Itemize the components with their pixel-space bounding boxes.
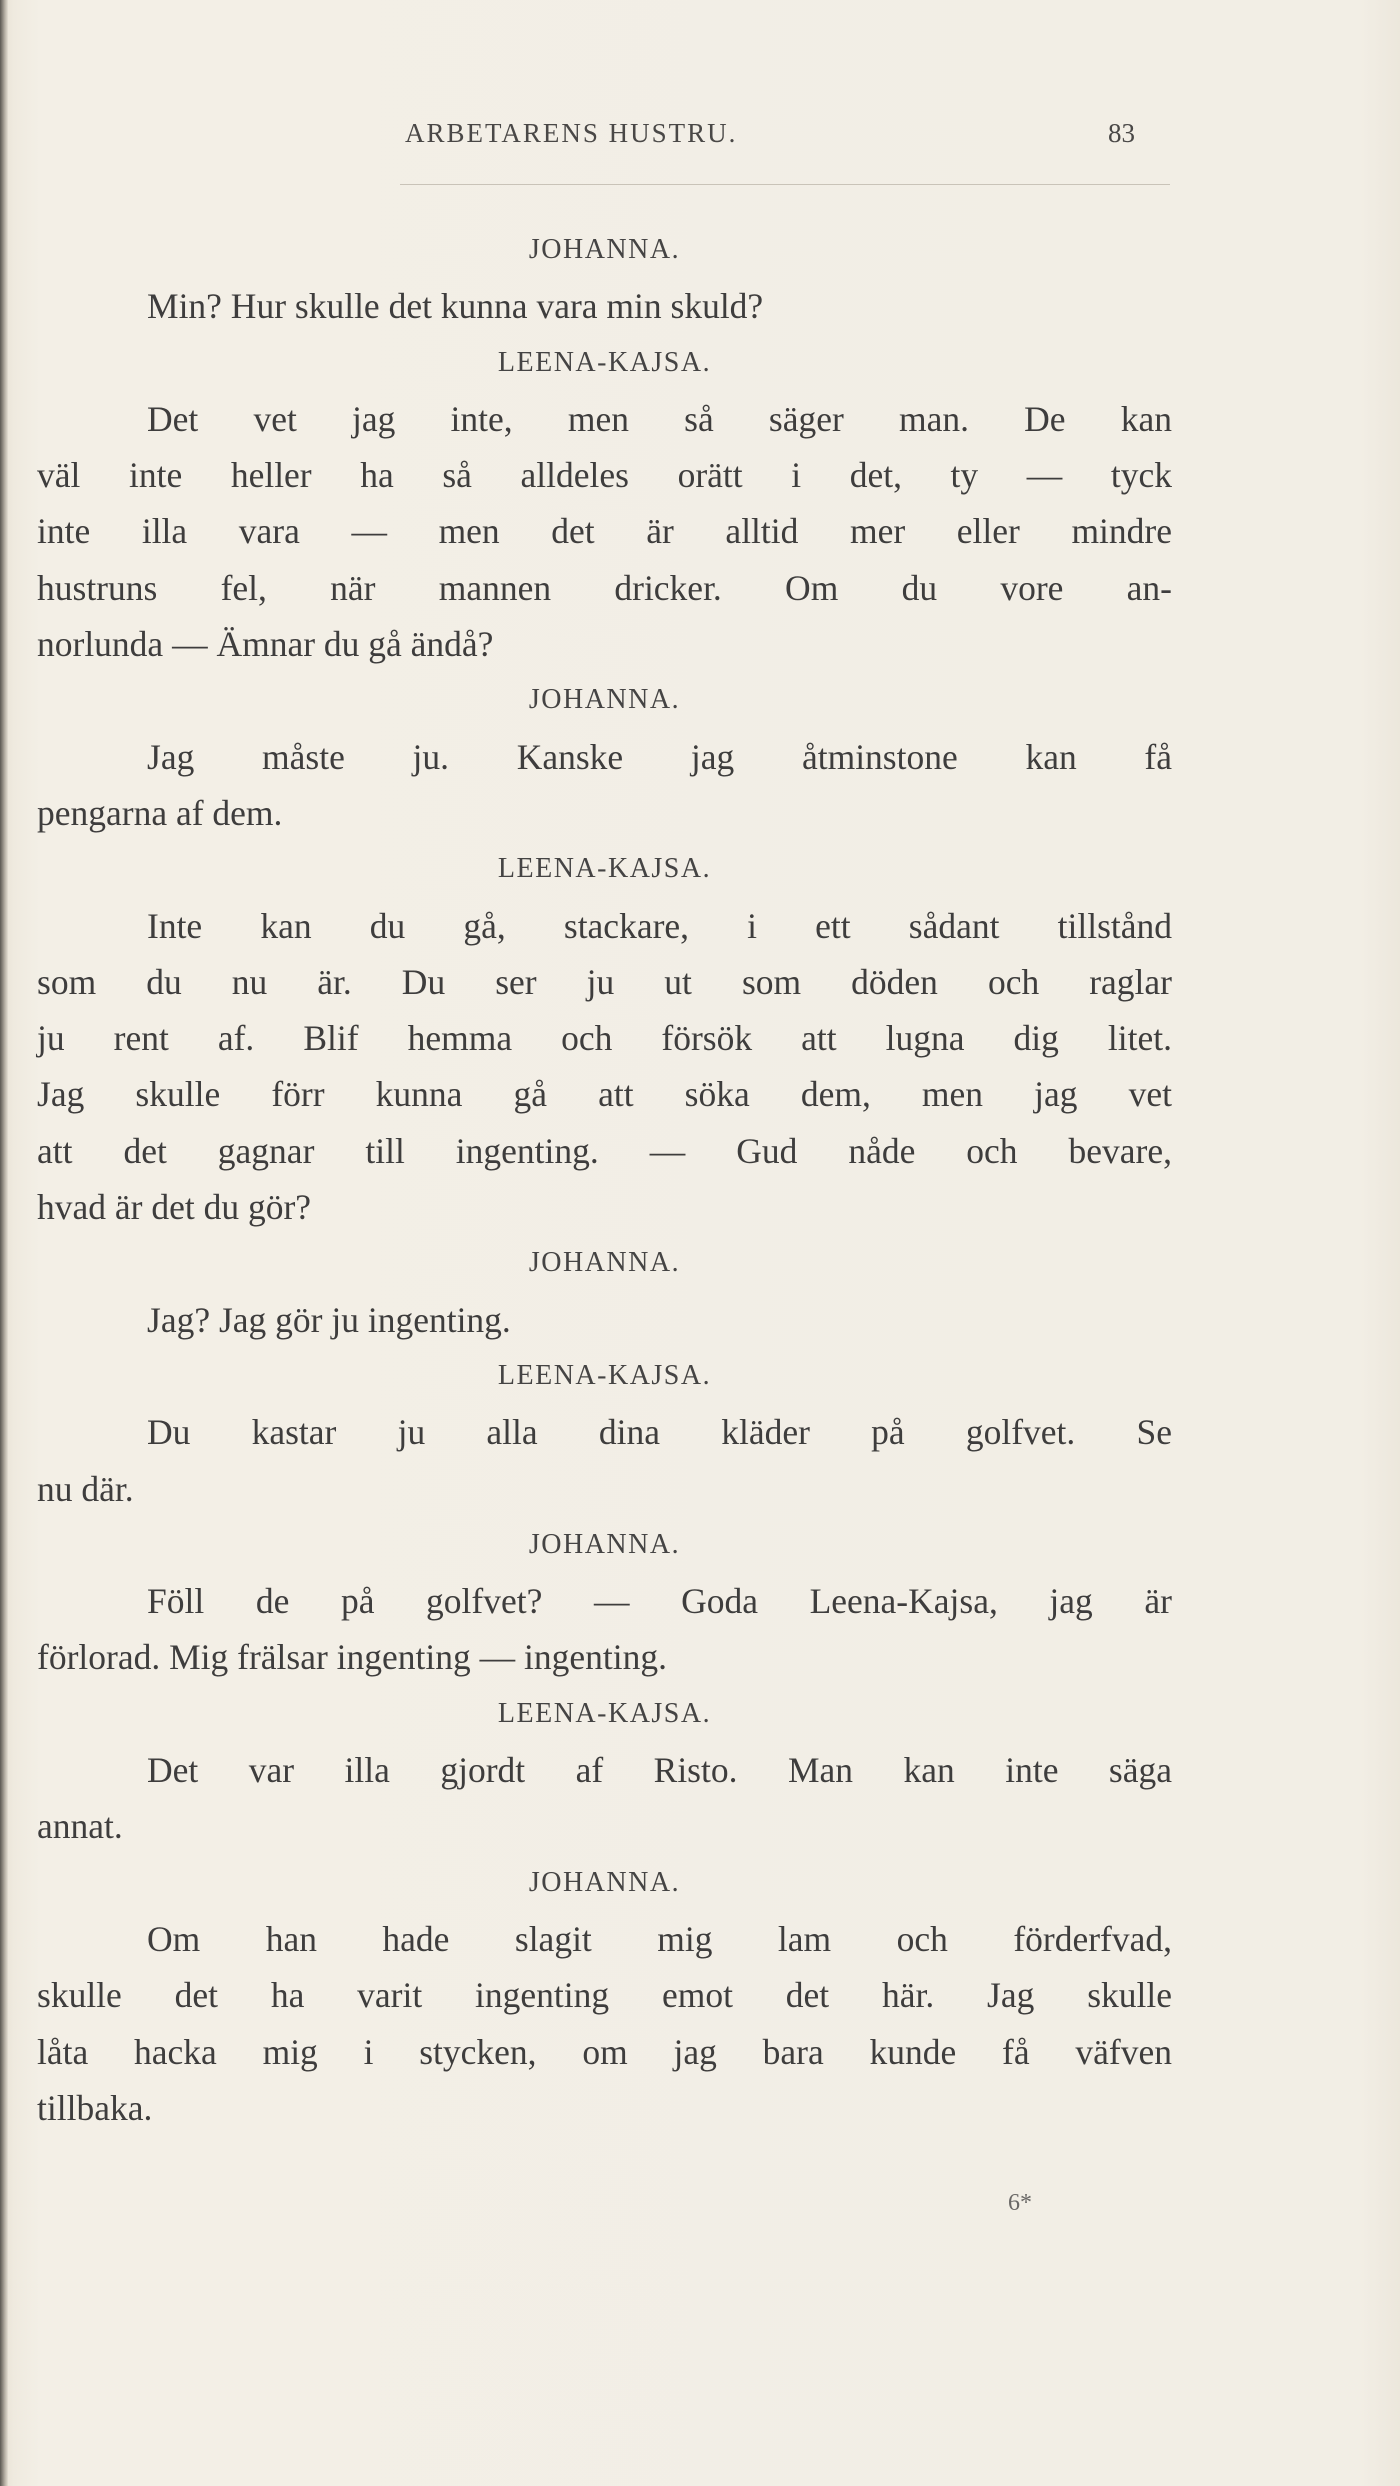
speech-line: Jag skulle förr kunna gå att söka dem, men jag vet xyxy=(37,1074,1172,1115)
speaker-name: JOHANNA. xyxy=(528,1247,681,1279)
speech-line: pengarna af dem. xyxy=(37,792,283,833)
speech-line: som du nu är. Du ser ju ut som döden och raglar xyxy=(37,961,1172,1002)
speech-line: att det gagnar till ingenting. — Gud nåde och bevare, xyxy=(37,1130,1172,1171)
speech-first-line: Det var illa gjordt af Risto. Man kan inte säga xyxy=(147,1750,1172,1791)
speech-line: hvad är det du gör? xyxy=(37,1187,312,1228)
running-head xyxy=(0,118,1400,158)
speech-line: ju rent af. Blif hemma och försök att lugna dig litet. xyxy=(37,1018,1172,1059)
speaker-name: JOHANNA. xyxy=(528,1528,681,1560)
speech-first-line: Föll de på golfvet? — Goda Leena-Kajsa, jag är xyxy=(147,1581,1172,1622)
speech-line: annat. xyxy=(37,1806,123,1847)
speech-first-line: Om han hade slagit mig lam och förderfvad, xyxy=(147,1918,1172,1959)
dialogue-text xyxy=(37,222,1172,2136)
speech-first-line: Jag? Jag gör ju ingenting. xyxy=(147,1299,511,1340)
speech-line: förlorad. Mig frälsar ingenting — ingenting. xyxy=(37,1637,667,1678)
speech-first-line: Det vet jag inte, men så säger man. De kan xyxy=(147,398,1172,439)
speech-line: tillbaka. xyxy=(37,2087,153,2128)
speaker-name: JOHANNA. xyxy=(528,684,681,716)
speaker-name: LEENA-KAJSA. xyxy=(497,853,712,885)
speaker-name: JOHANNA. xyxy=(528,234,681,265)
speech-line: hustruns fel, när mannen dricker. Om du vore an- xyxy=(37,567,1172,608)
speech-line: väl inte heller ha så alldeles orätt i det, ty — tyck xyxy=(37,455,1172,496)
speech-line: inte illa vara — men det är alltid mer eller mindre xyxy=(37,511,1172,552)
page-binding-edge xyxy=(0,0,8,2486)
speaker-name: LEENA-KAJSA. xyxy=(497,346,712,378)
speech-first-line: Jag måste ju. Kanske jag åtminstone kan få xyxy=(147,736,1172,777)
speaker-name: LEENA-KAJSA. xyxy=(497,1697,712,1729)
running-head-title: ARBETARENS HUSTRU. xyxy=(405,118,738,148)
speech-line: låta hacka mig i stycken, om jag bara kunde få väfven xyxy=(37,2031,1172,2072)
speaker-name: JOHANNA. xyxy=(528,1866,681,1898)
signature-mark: 6* xyxy=(1008,2190,1032,2216)
speech-line: norlunda — Ämnar du gå ändå? xyxy=(37,624,494,665)
speech-line: nu där. xyxy=(37,1468,134,1509)
speech-line: skulle det ha varit ingenting emot det här. Jag skulle xyxy=(37,1975,1172,2016)
speech-first-line: Du kastar ju alla dina kläder på golfvet. Se xyxy=(147,1412,1172,1453)
speaker-name: LEENA-KAJSA. xyxy=(497,1359,712,1391)
speech-first-line: Inte kan du gå, stackare, i ett sådant tillstånd xyxy=(147,905,1172,946)
header-rule xyxy=(400,184,1170,185)
speech-first-line: Min? Hur skulle det kunna vara min skuld? xyxy=(147,286,764,327)
page-number: 83 xyxy=(1108,118,1135,148)
